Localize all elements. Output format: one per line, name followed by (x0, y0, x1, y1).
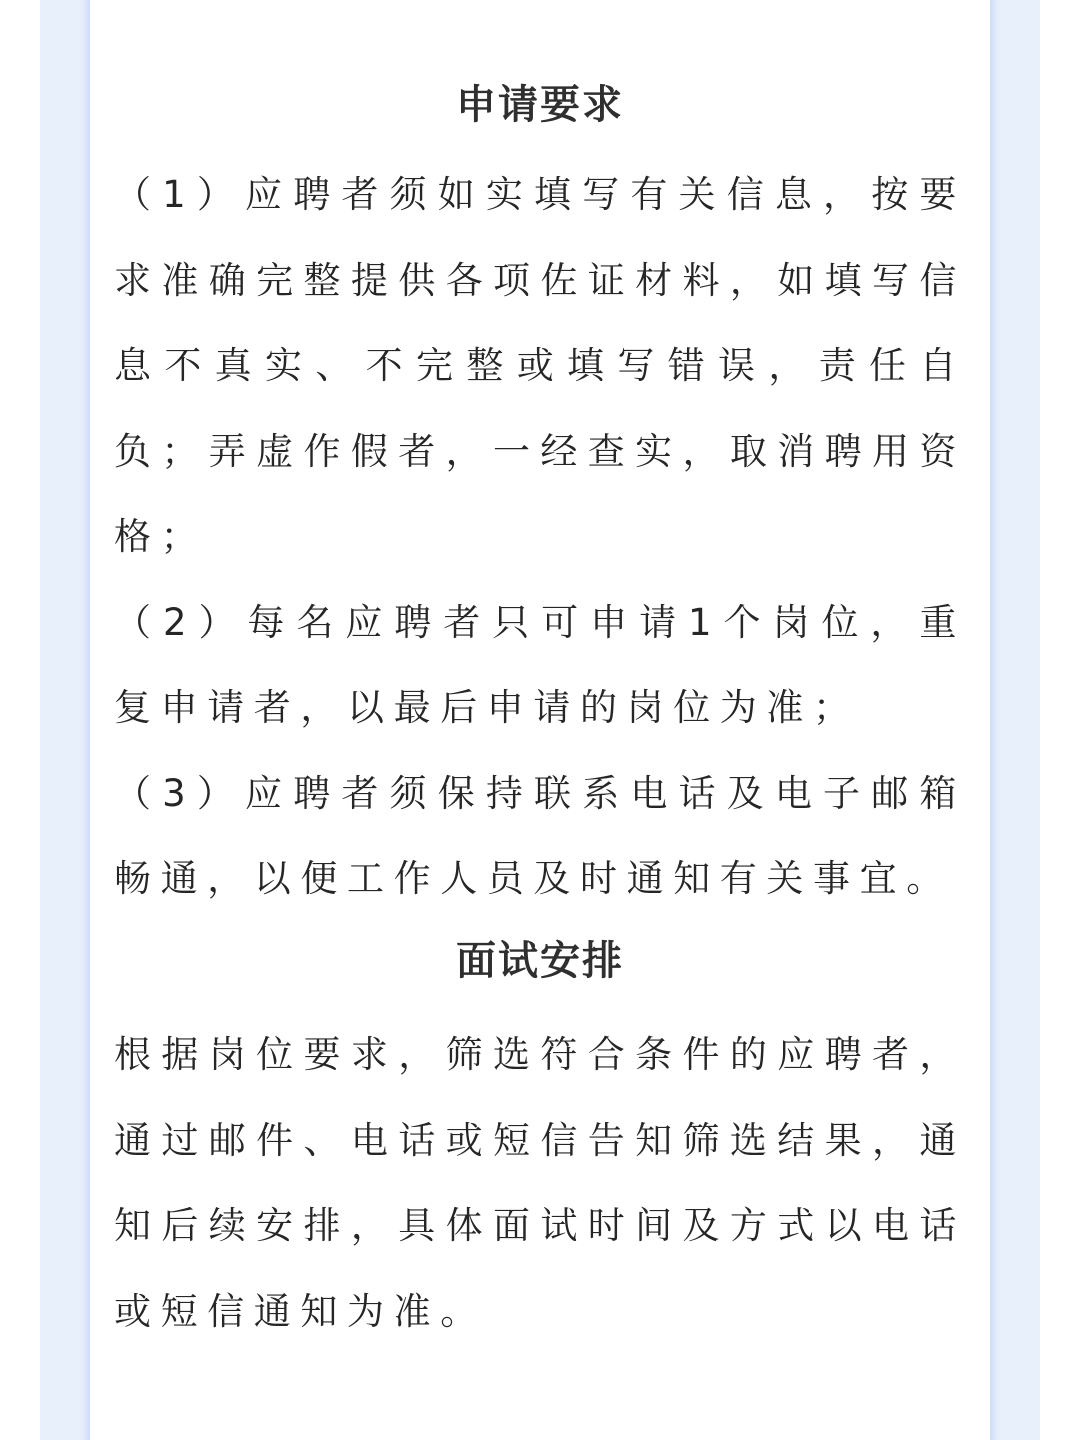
section-title: 面试安排 (456, 938, 624, 984)
paragraph-item-2: （2）每名应聘者只可申请1个岗位，重复申请者，以最后申请的岗位为准； (114, 600, 966, 729)
left-border-band (40, 0, 90, 1440)
paragraph: 根据岗位要求，筛选符合条件的应聘者，通过邮件、电话或短信告知筛选结果，通知后续安排，具体面试时间及方式以电话或短信通知为准。 (114, 1033, 966, 1333)
section-interview-arrangement (114, 936, 966, 1354)
section-body (114, 152, 966, 922)
right-border-band (990, 0, 1040, 1440)
section-body (114, 1012, 966, 1354)
paragraph-item-3: （3）应聘者须保持联系电话及电子邮箱畅通，以便工作人员及时通知有关事宜。 (114, 771, 966, 900)
paragraph-item-1: （1）应聘者须如实填写有关信息，按要求准确完整提供各项佐证材料，如填写信息不真实、不完整或填写错误，责任自负；弄虚作假者，一经查实，取消聘用资格； (114, 173, 966, 558)
section-title: 申请要求 (456, 82, 624, 128)
section-application-requirements (114, 80, 966, 922)
